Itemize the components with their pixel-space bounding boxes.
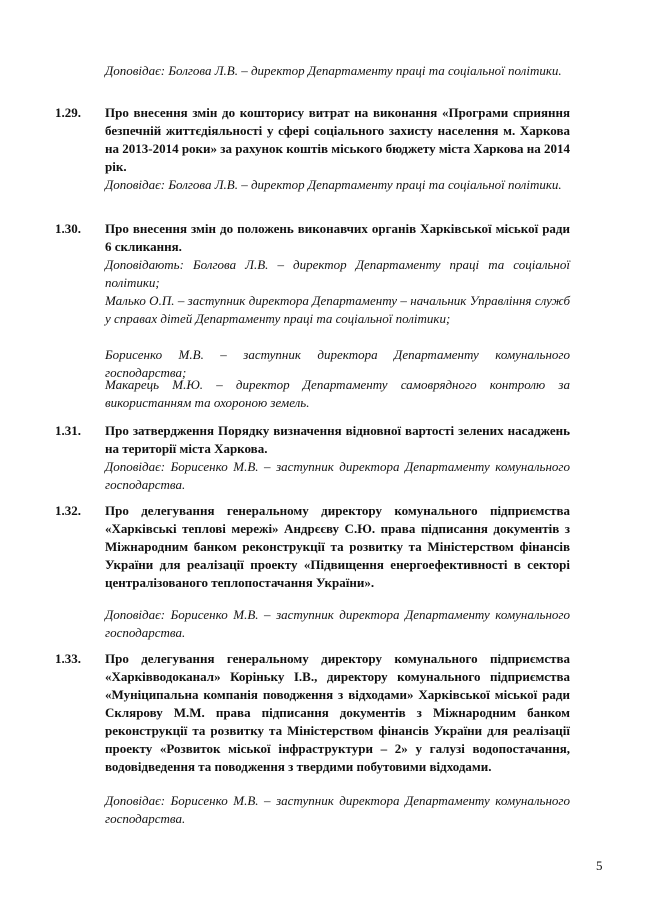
- page-number: 5: [596, 858, 603, 873]
- item-reporter: Макарець М.Ю. – директор Департаменту самоврядного контролю за використанням та охороною земель.: [105, 377, 570, 410]
- item-number: 1.32.: [55, 503, 81, 518]
- item-reporter: Малько О.П. – заступник директора Департаменту – начальник Управління служб у справах дітей Департаменту праці та соціальної політики;: [105, 293, 570, 326]
- item-reporter: Доповідає: Борисенко М.В. – заступник директора Департаменту комунального господарства.: [105, 607, 570, 640]
- item-reporter: Доповідають: Болгова Л.В. – директор Департаменту праці та соціальної політики;: [105, 257, 570, 290]
- item-number: 1.31.: [55, 423, 81, 438]
- item-title: Про внесення змін до положень виконавчих органів Харківської міської ради 6 скликання.: [105, 221, 570, 254]
- item-title: Про делегування генеральному директору комунального підприємства «Харківводоканал» Коріньку І.В., директору комунального підприємства «Муніципальна компанія поводження з відходами» Харківської міської ради Склярову М.М. права підписання документів з Міжнародним банком реконструкції та розвитку та Міністерством фінансів України для реалізації проекту «Розвиток міської інфраструктури – 2» у галузі водопостачання, водовідведення та поводження з твердими побутовими відходами.: [105, 651, 570, 774]
- item-number: 1.29.: [55, 105, 81, 120]
- item-number: 1.30.: [55, 221, 81, 236]
- item-reporter: Доповідає: Болгова Л.В. – директор Департаменту праці та соціальної політики.: [105, 177, 562, 192]
- item-reporter: Доповідає: Борисенко М.В. – заступник директора Департаменту комунального господарства.: [105, 459, 570, 492]
- item-title: Про внесення змін до кошторису витрат на виконання «Програми сприяння безпечній життєдіяльності у сфері соціального захисту населення м. Харкова на 2013-2014 роки» за рахунок коштів міського бюджету міста Харкова на 2014 рік.: [105, 105, 570, 174]
- item-reporter: Борисенко М.В. – заступник директора Департаменту комунального господарства;: [105, 347, 570, 380]
- item-reporter: Доповідає: Борисенко М.В. – заступник директора Департаменту комунального господарства.: [105, 793, 570, 826]
- intro-reporter: Доповідає: Болгова Л.В. – директор Департаменту праці та соціальної політики.: [105, 63, 562, 78]
- item-title: Про делегування генеральному директору комунального підприємства «Харківські теплові мережі» Андрєєву С.Ю. права підписання документів з Міжнародним банком реконструкції та розвитку та Міністерством фінансів України для реалізації проекту «Підвищення енергоефективності в секторі централізованого теплопостачання України».: [105, 503, 570, 590]
- item-number: 1.33.: [55, 651, 81, 666]
- item-title: Про затвердження Порядку визначення відновної вартості зелених насаджень на території міста Харкова.: [105, 423, 570, 456]
